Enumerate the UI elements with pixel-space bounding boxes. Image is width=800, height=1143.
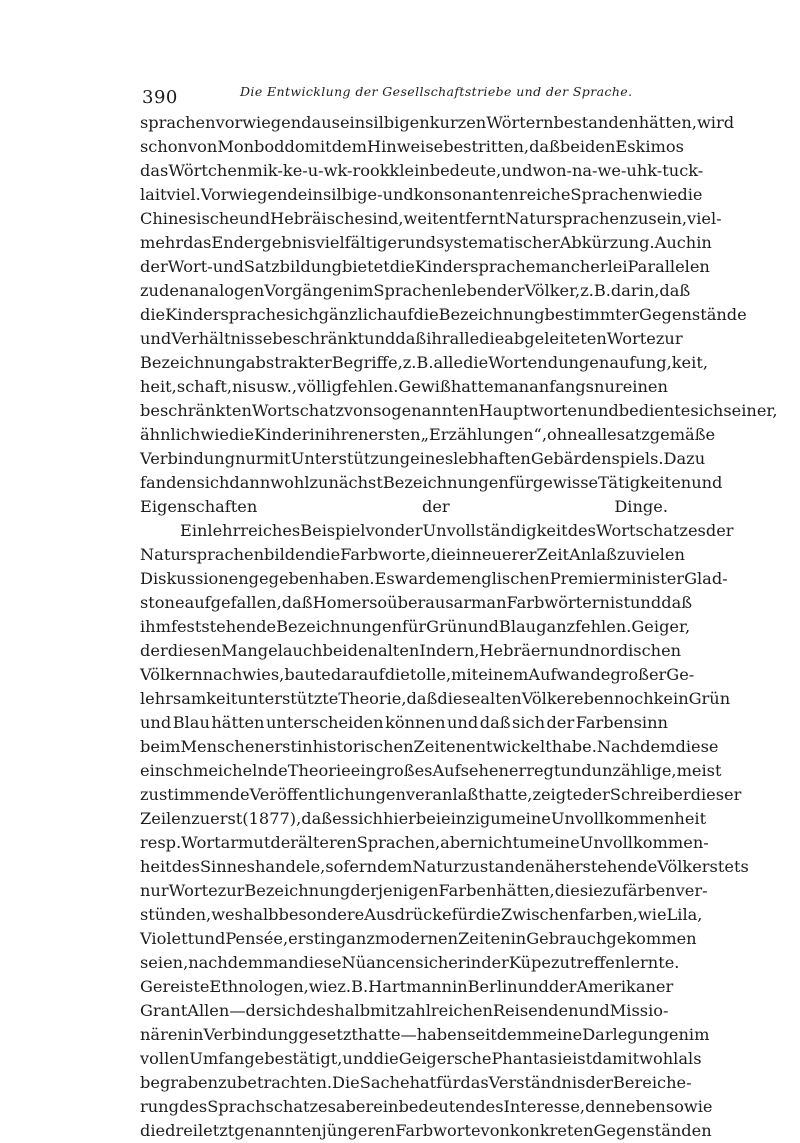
paragraph-1 bbox=[140, 111, 778, 519]
text-line: Völkern nachwies, baute darauf die tolle, mit einem Aufwande großer Ge- bbox=[140, 665, 695, 684]
text-line: nären in Verbindung gesetzt hatte — haben seitdem meine Darlegungen im bbox=[140, 1025, 710, 1044]
text-line-last: Eigenschaften der Dinge. bbox=[140, 497, 668, 516]
text-line: die drei letztgenannten jüngeren Farbworte von konkreten Gegenständen bbox=[140, 1121, 712, 1140]
running-head: Die Entwicklung der Gesellschaftstriebe und der Sprache. bbox=[240, 84, 633, 99]
page-number: 390 bbox=[142, 87, 178, 108]
text-line: Zeilen zuerst (1877), daß es sich hierbei einzig um eine Unvollkommenheit bbox=[140, 809, 707, 828]
text-line: Bezeichnung abstrakter Begriffe, z. B. alle die Wortendungen auf ung, keit, bbox=[140, 353, 708, 372]
text-line: resp. Wortarmut der älteren Sprachen, aber nicht um eine Unvollkommen- bbox=[140, 833, 709, 852]
text-line: beim Menschen erst in historischen Zeiten entwickelt habe. Nachdem diese bbox=[140, 737, 719, 756]
text-line: Gereiste Ethnologen, wie z. B. Hartmann in Berlin und der Amerikaner bbox=[140, 977, 674, 996]
text-line: einschmeichelnde Theorie ein großes Aufsehen erregt und unzählige, meist bbox=[140, 761, 722, 780]
text-line: zu den analogen Vorgängen im Sprachenleben der Völker, z. B. darin, daß bbox=[140, 281, 691, 300]
text-line: mehr das Endergebnis vielfältiger und systematischer Abkürzung. Auch in bbox=[140, 233, 712, 252]
text-line: vollen Umfange bestätigt, und die Geigersche Phantasie ist damit wohl als bbox=[140, 1049, 702, 1068]
text-line: Grant Allen — der sich deshalb mit zahlreichen Reisenden und Missio- bbox=[140, 1001, 669, 1020]
text-line: Natursprachen bilden die Farbworte, die in neuerer Zeit Anlaß zu vielen bbox=[140, 545, 685, 564]
paragraph-2 bbox=[140, 519, 749, 1143]
text-line: begraben zu betrachten. Die Sache hat für das Verständnis der Bereiche- bbox=[140, 1073, 692, 1092]
text-line: Violett und Pensée, erst in ganz modernen Zeiten in Gebrauch gekommen bbox=[140, 929, 697, 948]
text-line: und Blau hätten unterscheiden können und daß sich der Farbensinn bbox=[140, 713, 668, 732]
text-line: rung des Sprachschatzes aber ein bedeutendes Interesse, denn ebenso wie bbox=[140, 1097, 713, 1116]
text-line: ihm feststehende Bezeichnungen für Grün und Blau ganz fehlen. Geiger, bbox=[140, 617, 691, 636]
text-line: beschränkten Wortschatz von sogenannten Hauptworten und bediente sich seiner, bbox=[140, 401, 778, 420]
text-line: zustimmende Veröffentlichungen veranlaßt hatte, zeigte der Schreiber dieser bbox=[140, 785, 742, 804]
page-header bbox=[142, 82, 668, 108]
text-line: heit des Sinnes handele, sofern dem Naturzustande näherstehende Völker stets bbox=[140, 857, 749, 876]
text-line: seien, nachdem man diese Nüancen sicher in der Küpe zu treffen lernte. bbox=[140, 953, 680, 972]
text-line: Diskussionen gegeben haben. Es war dem englischen Premierminister Glad- bbox=[140, 569, 728, 588]
text-line: lehrsamkeit unterstützte Theorie, daß diese alten Völker eben noch kein Grün bbox=[140, 689, 731, 708]
text-line: der diesen Mangel auch bei den alten Indern, Hebräern und nordischen bbox=[140, 641, 682, 660]
text-line-indented: Ein lehrreiches Beispiel von der Unvollständigkeit des Wortschatzes der bbox=[180, 521, 734, 540]
text-line: lait viel. Vorwiegend einsilbige- und konsonantenreiche Sprachen wie die bbox=[140, 185, 703, 204]
text-line: und Verhältnisse beschränkt und daß ihr alle die abgeleiteten Worte zur bbox=[140, 329, 683, 348]
text-line: das Wörtchen mik-ke-u-wk-rook klein bedeute, und won-na-we-uhk-tuck- bbox=[140, 161, 704, 180]
text-line: der Wort- und Satzbildung bietet die Kindersprache mancherlei Parallelen bbox=[140, 257, 710, 276]
text-line: ähnlich wie die Kinder in ihren ersten „Erzählungen“, ohne alle satzgemäße bbox=[140, 425, 716, 444]
body-text bbox=[140, 111, 778, 1143]
text-line: schon von Monboddo mit dem Hinweise bestritten, daß bei den Eskimos bbox=[140, 137, 684, 156]
text-line: heit, schaft, nis usw., völlig fehlen. Gewiß hatte man anfangs nur einen bbox=[140, 377, 668, 396]
text-line: die Kindersprache sich gänzlich auf die Bezeichnung bestimmter Gegenstände bbox=[140, 305, 747, 324]
text-line: stone aufgefallen, daß Homer so überaus arm an Farbwörtern ist und daß bbox=[140, 593, 693, 612]
text-line: Verbindung nur mit Unterstützung eines lebhaften Gebärdenspiels. Dazu bbox=[140, 449, 706, 468]
text-line: Chinesische und Hebräische sind, weit entfernt Natursprachen zu sein, viel- bbox=[140, 209, 722, 228]
text-line: sprachen vorwiegend aus einsilbigen kurzen Wörtern bestanden hätten, wird bbox=[140, 113, 735, 132]
text-line: nur Worte zur Bezeichnung derjenigen Farben hätten, die sie zu färben ver- bbox=[140, 881, 708, 900]
text-line: fanden sich dann wohl zunächst Bezeichnungen für gewisse Tätigkeiten und bbox=[140, 473, 723, 492]
text-line: stünden, weshalb besondere Ausdrücke für die Zwischenfarben, wie Lila, bbox=[140, 905, 703, 924]
